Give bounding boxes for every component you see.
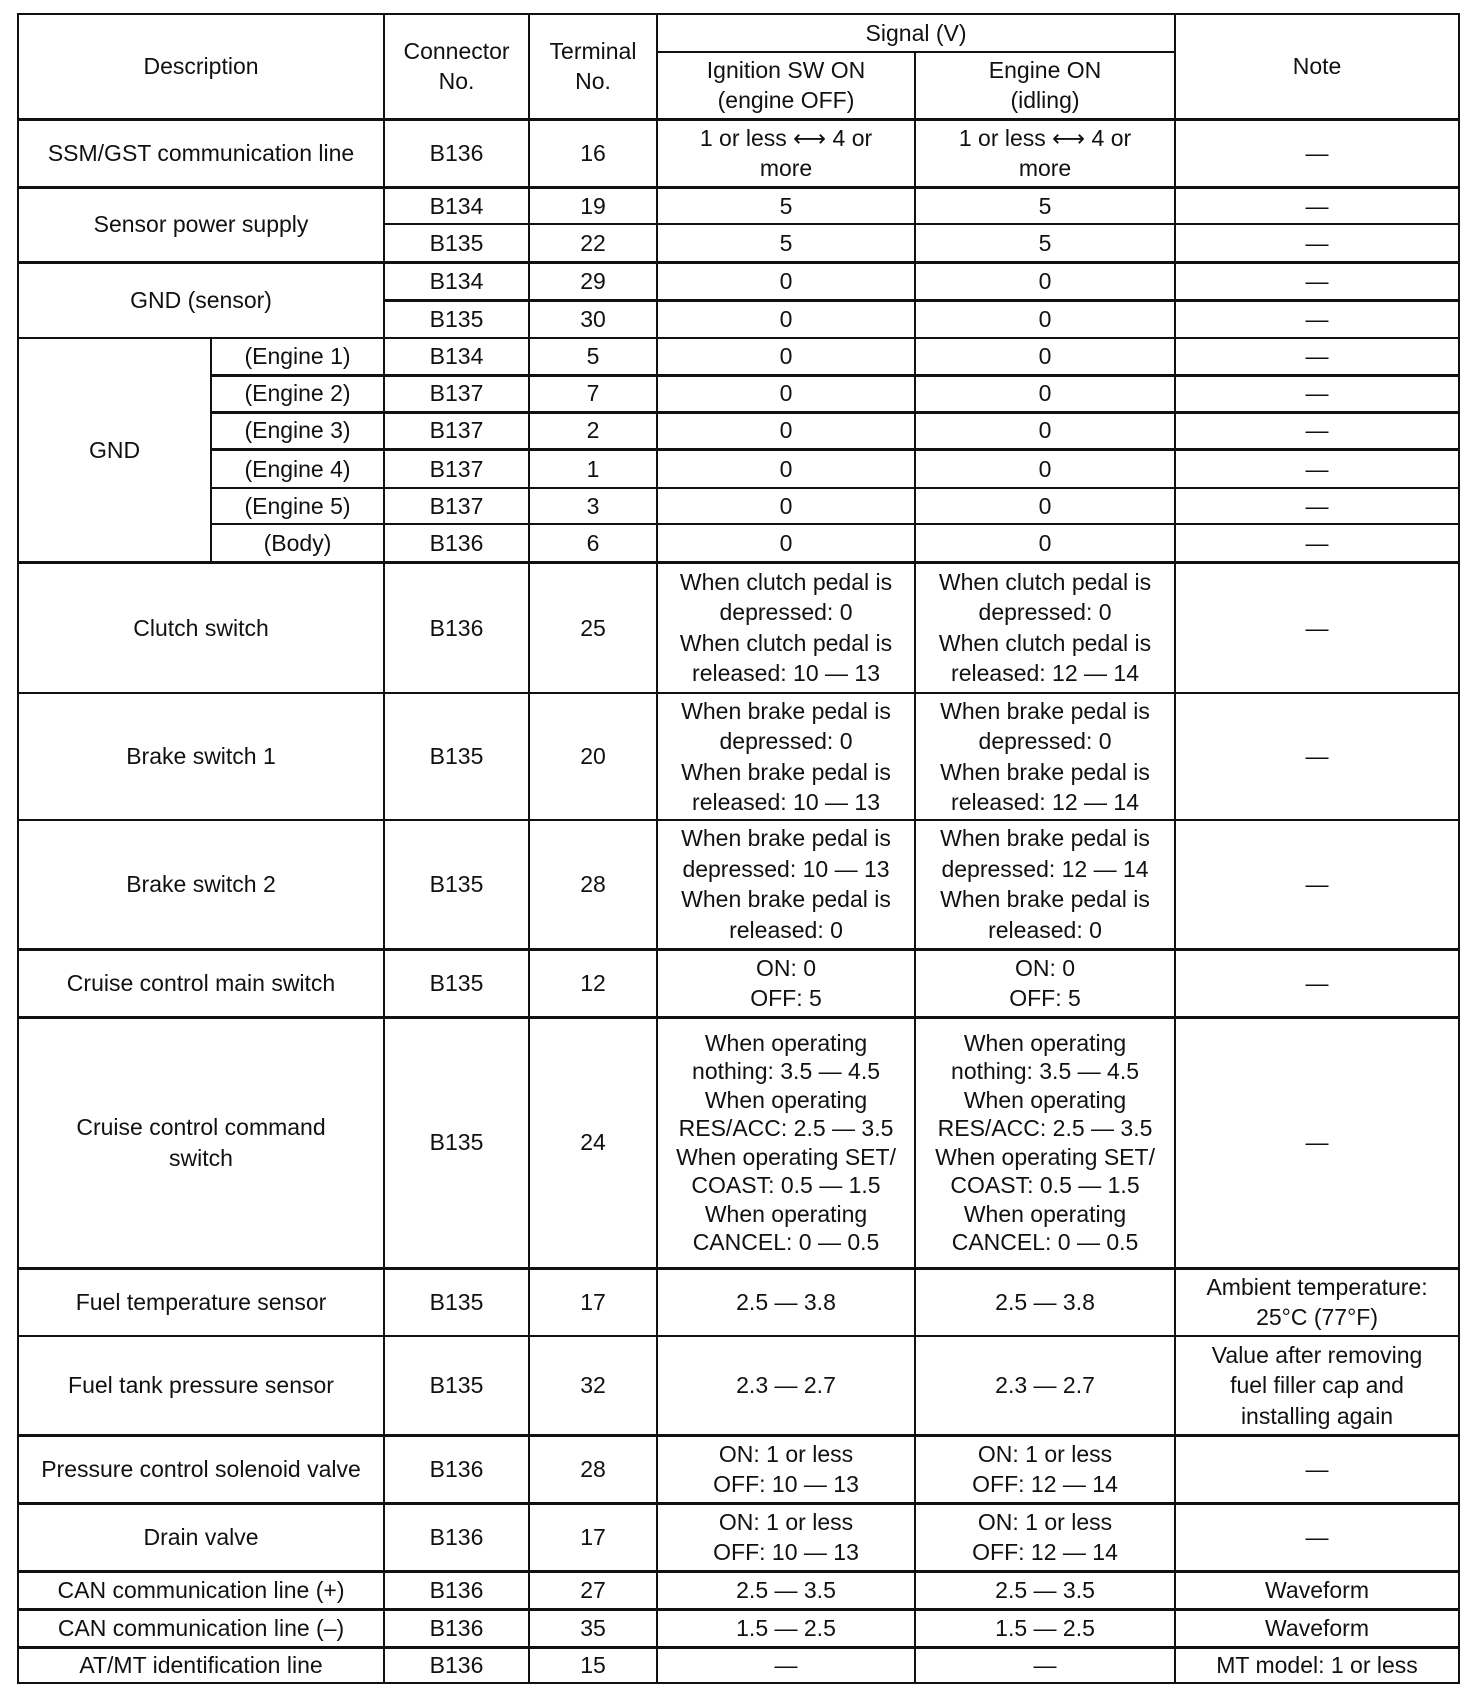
signal-ignition-on: When brake pedal is depressed: 10 — 13 When brake pedal is released: 0 xyxy=(657,820,915,949)
row-description: Fuel tank pressure sensor xyxy=(18,1336,384,1435)
signal-ignition-on: 1.5 — 2.5 xyxy=(657,1609,915,1647)
row-description: Sensor power supply xyxy=(18,187,384,262)
signal-ignition-on: 0 xyxy=(657,412,915,449)
note: Ambient temperature: 25°C (77°F) xyxy=(1175,1268,1459,1336)
table-row xyxy=(18,693,1459,820)
connector-no: B134 xyxy=(384,262,529,300)
table-row xyxy=(18,1609,1459,1647)
signal-engine-on: ON: 1 or less OFF: 12 — 14 xyxy=(915,1503,1175,1571)
table-row xyxy=(18,375,1459,412)
signal-engine-on: 0 xyxy=(915,449,1175,488)
table-row xyxy=(18,338,1459,375)
note: MT model: 1 or less xyxy=(1175,1647,1459,1683)
row-description: Cruise control main switch xyxy=(18,949,384,1017)
connector-no: B137 xyxy=(384,488,529,524)
terminal-no: 17 xyxy=(529,1268,657,1336)
terminal-no: 3 xyxy=(529,488,657,524)
signal-engine-on: 0 xyxy=(915,300,1175,338)
terminal-no: 2 xyxy=(529,412,657,449)
gnd-sub-label: (Engine 5) xyxy=(211,488,384,524)
signal-ignition-on: 0 xyxy=(657,338,915,375)
note: — xyxy=(1175,949,1459,1017)
header-engine-on: Engine ON (idling) xyxy=(915,52,1175,119)
connector-no: B136 xyxy=(384,562,529,693)
signal-ignition-on: 0 xyxy=(657,449,915,488)
terminal-no: 29 xyxy=(529,262,657,300)
note: — xyxy=(1175,1017,1459,1268)
note: Waveform xyxy=(1175,1571,1459,1609)
table-row xyxy=(18,1017,1459,1268)
signal-engine-on: 2.5 — 3.8 xyxy=(915,1268,1175,1336)
signal-engine-on: 2.5 — 3.5 xyxy=(915,1571,1175,1609)
header-terminal-no: Terminal No. xyxy=(529,14,657,119)
terminal-no: 7 xyxy=(529,375,657,412)
row-description: Drain valve xyxy=(18,1503,384,1571)
connector-no: B136 xyxy=(384,524,529,562)
connector-no: B135 xyxy=(384,693,529,820)
note: — xyxy=(1175,119,1459,187)
note: — xyxy=(1175,693,1459,820)
row-description: Pressure control solenoid valve xyxy=(18,1435,384,1503)
table-row xyxy=(18,262,1459,300)
terminal-no: 30 xyxy=(529,300,657,338)
row-description: Cruise control command switch xyxy=(18,1017,384,1268)
signal-engine-on: 0 xyxy=(915,338,1175,375)
terminal-no: 1 xyxy=(529,449,657,488)
terminal-no: 28 xyxy=(529,1435,657,1503)
signal-ignition-on: ON: 0 OFF: 5 xyxy=(657,949,915,1017)
signal-ignition-on: 0 xyxy=(657,488,915,524)
note: — xyxy=(1175,375,1459,412)
row-description: Fuel temperature sensor xyxy=(18,1268,384,1336)
terminal-no: 15 xyxy=(529,1647,657,1683)
header-connector-no: Connector No. xyxy=(384,14,529,119)
table-row xyxy=(18,187,1459,224)
signal-ignition-on: 2.5 — 3.8 xyxy=(657,1268,915,1336)
note: — xyxy=(1175,187,1459,224)
header-description: Description xyxy=(18,14,384,119)
table-row xyxy=(18,1647,1459,1683)
table-row xyxy=(18,449,1459,488)
note: — xyxy=(1175,820,1459,949)
signal-ignition-on: ON: 1 or less OFF: 10 — 13 xyxy=(657,1435,915,1503)
signal-ignition-on: When brake pedal is depressed: 0 When brake pedal is released: 10 — 13 xyxy=(657,693,915,820)
terminal-no: 19 xyxy=(529,187,657,224)
signal-engine-on: When clutch pedal is depressed: 0 When clutch pedal is released: 12 — 14 xyxy=(915,562,1175,693)
signal-engine-on: 5 xyxy=(915,187,1175,224)
terminal-no: 20 xyxy=(529,693,657,820)
connector-no: B136 xyxy=(384,1571,529,1609)
signal-ignition-on: 0 xyxy=(657,524,915,562)
signal-ignition-on: When operating nothing: 3.5 — 4.5 When operating RES/ACC: 2.5 — 3.5 When operating SET/ COAST: 0.5 — 1.5 When operating CANCEL: 0 — 0.5 xyxy=(657,1017,915,1268)
note: Waveform xyxy=(1175,1609,1459,1647)
signal-engine-on: 1.5 — 2.5 xyxy=(915,1609,1175,1647)
table-row xyxy=(18,1268,1459,1336)
signal-ignition-on: — xyxy=(657,1647,915,1683)
signal-engine-on: 0 xyxy=(915,488,1175,524)
note: — xyxy=(1175,262,1459,300)
signal-ignition-on: 5 xyxy=(657,224,915,262)
row-description: CAN communication line (+) xyxy=(18,1571,384,1609)
signal-ignition-on: When clutch pedal is depressed: 0 When clutch pedal is released: 10 — 13 xyxy=(657,562,915,693)
row-description: GND xyxy=(18,338,211,562)
terminal-no: 28 xyxy=(529,820,657,949)
note: — xyxy=(1175,412,1459,449)
header-ignition-on: Ignition SW ON (engine OFF) xyxy=(657,52,915,119)
signal-ignition-on: 0 xyxy=(657,375,915,412)
signal-engine-on: When operating nothing: 3.5 — 4.5 When operating RES/ACC: 2.5 — 3.5 When operating SET/ COAST: 0.5 — 1.5 When operating CANCEL: 0 — 0.5 xyxy=(915,1017,1175,1268)
signal-engine-on: 0 xyxy=(915,412,1175,449)
table-row xyxy=(18,119,1459,187)
signal-engine-on: 2.3 — 2.7 xyxy=(915,1336,1175,1435)
gnd-sub-label: (Body) xyxy=(211,524,384,562)
table-row xyxy=(18,820,1459,949)
terminal-no: 24 xyxy=(529,1017,657,1268)
header-note: Note xyxy=(1175,14,1459,119)
signal-engine-on: 0 xyxy=(915,375,1175,412)
note: — xyxy=(1175,524,1459,562)
signal-ignition-on: 5 xyxy=(657,187,915,224)
note: — xyxy=(1175,300,1459,338)
row-description: CAN communication line (–) xyxy=(18,1609,384,1647)
connector-no: B134 xyxy=(384,338,529,375)
connector-no: B135 xyxy=(384,1017,529,1268)
note: — xyxy=(1175,1503,1459,1571)
signal-ignition-on: 2.3 — 2.7 xyxy=(657,1336,915,1435)
gnd-sub-label: (Engine 1) xyxy=(211,338,384,375)
terminal-no: 5 xyxy=(529,338,657,375)
note: — xyxy=(1175,224,1459,262)
connector-no: B137 xyxy=(384,375,529,412)
connector-no: B136 xyxy=(384,1503,529,1571)
connector-no: B136 xyxy=(384,1435,529,1503)
gnd-sub-label: (Engine 4) xyxy=(211,449,384,488)
signal-engine-on: — xyxy=(915,1647,1175,1683)
row-description: AT/MT identification line xyxy=(18,1647,384,1683)
signal-ignition-on: 0 xyxy=(657,262,915,300)
note: — xyxy=(1175,449,1459,488)
connector-no: B136 xyxy=(384,119,529,187)
row-description: SSM/GST communication line xyxy=(18,119,384,187)
table-row xyxy=(18,412,1459,449)
signal-engine-on: 0 xyxy=(915,524,1175,562)
connector-no: B136 xyxy=(384,1647,529,1683)
signal-ignition-on: 0 xyxy=(657,300,915,338)
signal-engine-on: When brake pedal is depressed: 12 — 14 When brake pedal is released: 0 xyxy=(915,820,1175,949)
terminal-no: 35 xyxy=(529,1609,657,1647)
row-description: Clutch switch xyxy=(18,562,384,693)
signal-engine-on: 0 xyxy=(915,262,1175,300)
connector-no: B137 xyxy=(384,449,529,488)
connector-no: B135 xyxy=(384,300,529,338)
terminal-no: 27 xyxy=(529,1571,657,1609)
gnd-sub-label: (Engine 2) xyxy=(211,375,384,412)
connector-no: B134 xyxy=(384,187,529,224)
table-row xyxy=(18,1503,1459,1571)
signal-engine-on: ON: 0 OFF: 5 xyxy=(915,949,1175,1017)
signal-engine-on: 5 xyxy=(915,224,1175,262)
table-row xyxy=(18,949,1459,1017)
connector-no: B137 xyxy=(384,412,529,449)
gnd-sub-label: (Engine 3) xyxy=(211,412,384,449)
connector-no: B135 xyxy=(384,820,529,949)
table-row xyxy=(18,1435,1459,1503)
signal-engine-on: When brake pedal is depressed: 0 When brake pedal is released: 12 — 14 xyxy=(915,693,1175,820)
signal-ignition-on: 1 or less ⟷ 4 or more xyxy=(657,119,915,187)
note: — xyxy=(1175,338,1459,375)
table-row xyxy=(18,1336,1459,1435)
table-row xyxy=(18,488,1459,524)
terminal-no: 16 xyxy=(529,119,657,187)
terminal-no: 25 xyxy=(529,562,657,693)
connector-no: B135 xyxy=(384,1336,529,1435)
table-row xyxy=(18,1571,1459,1609)
connector-no: B135 xyxy=(384,224,529,262)
table-row xyxy=(18,524,1459,562)
ecm-terminal-voltage-table xyxy=(17,13,1460,1684)
table-row xyxy=(18,562,1459,693)
connector-no: B136 xyxy=(384,1609,529,1647)
note: — xyxy=(1175,562,1459,693)
terminal-no: 17 xyxy=(529,1503,657,1571)
signal-engine-on: 1 or less ⟷ 4 or more xyxy=(915,119,1175,187)
connector-no: B135 xyxy=(384,1268,529,1336)
terminal-no: 12 xyxy=(529,949,657,1017)
row-description: Brake switch 2 xyxy=(18,820,384,949)
row-description: Brake switch 1 xyxy=(18,693,384,820)
signal-engine-on: ON: 1 or less OFF: 12 — 14 xyxy=(915,1435,1175,1503)
note: Value after removing fuel filler cap and installing again xyxy=(1175,1336,1459,1435)
terminal-no: 6 xyxy=(529,524,657,562)
note: — xyxy=(1175,488,1459,524)
row-description: GND (sensor) xyxy=(18,262,384,338)
terminal-no: 32 xyxy=(529,1336,657,1435)
signal-ignition-on: 2.5 — 3.5 xyxy=(657,1571,915,1609)
terminal-no: 22 xyxy=(529,224,657,262)
note: — xyxy=(1175,1435,1459,1503)
signal-ignition-on: ON: 1 or less OFF: 10 — 13 xyxy=(657,1503,915,1571)
header-signal-group: Signal (V) xyxy=(657,14,1175,52)
connector-no: B135 xyxy=(384,949,529,1017)
